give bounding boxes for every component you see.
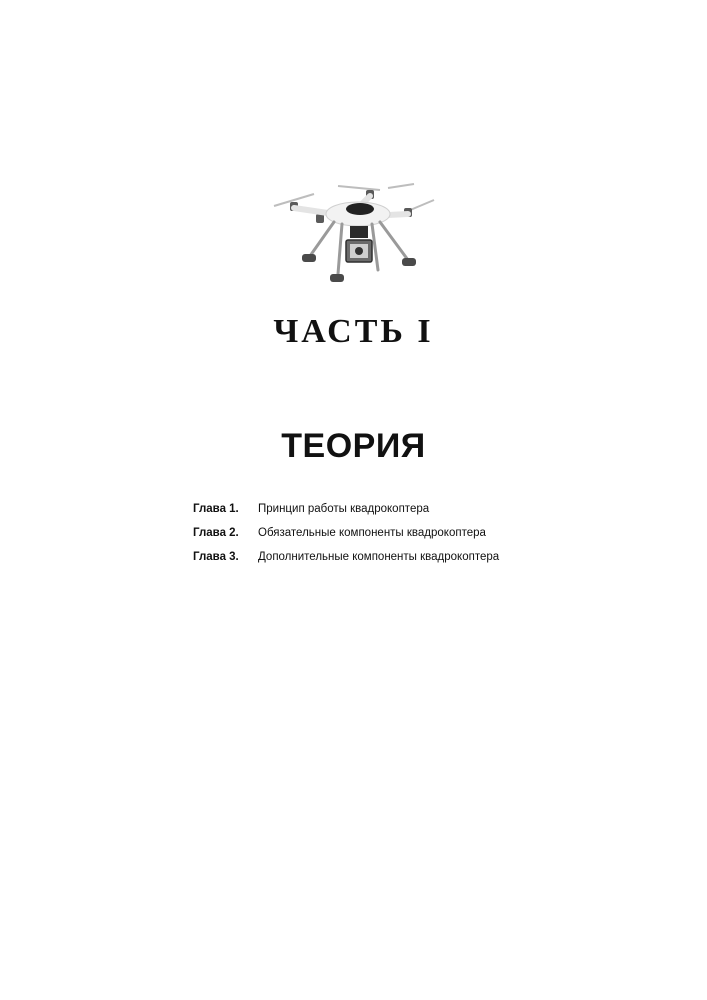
chapter-title: Дополнительные компоненты квадрокоптера — [258, 551, 500, 563]
section-title: ТЕОРИЯ — [281, 427, 426, 465]
chapter-title: Обязательные компоненты квадрокоптера — [258, 527, 486, 539]
chapter-number: Глава 2. — [193, 527, 239, 539]
toc-item — [193, 545, 613, 569]
toc-item — [193, 521, 613, 545]
toc-item — [193, 497, 613, 521]
chapter-number: Глава 1. — [193, 503, 239, 515]
quadcopter-drone-icon — [268, 178, 438, 290]
chapter-title: Принцип работы квадрокоптера — [258, 503, 430, 515]
table-of-contents — [193, 497, 613, 569]
part-title: ЧАСТЬ I — [273, 313, 434, 350]
chapter-number: Глава 3. — [193, 551, 239, 563]
